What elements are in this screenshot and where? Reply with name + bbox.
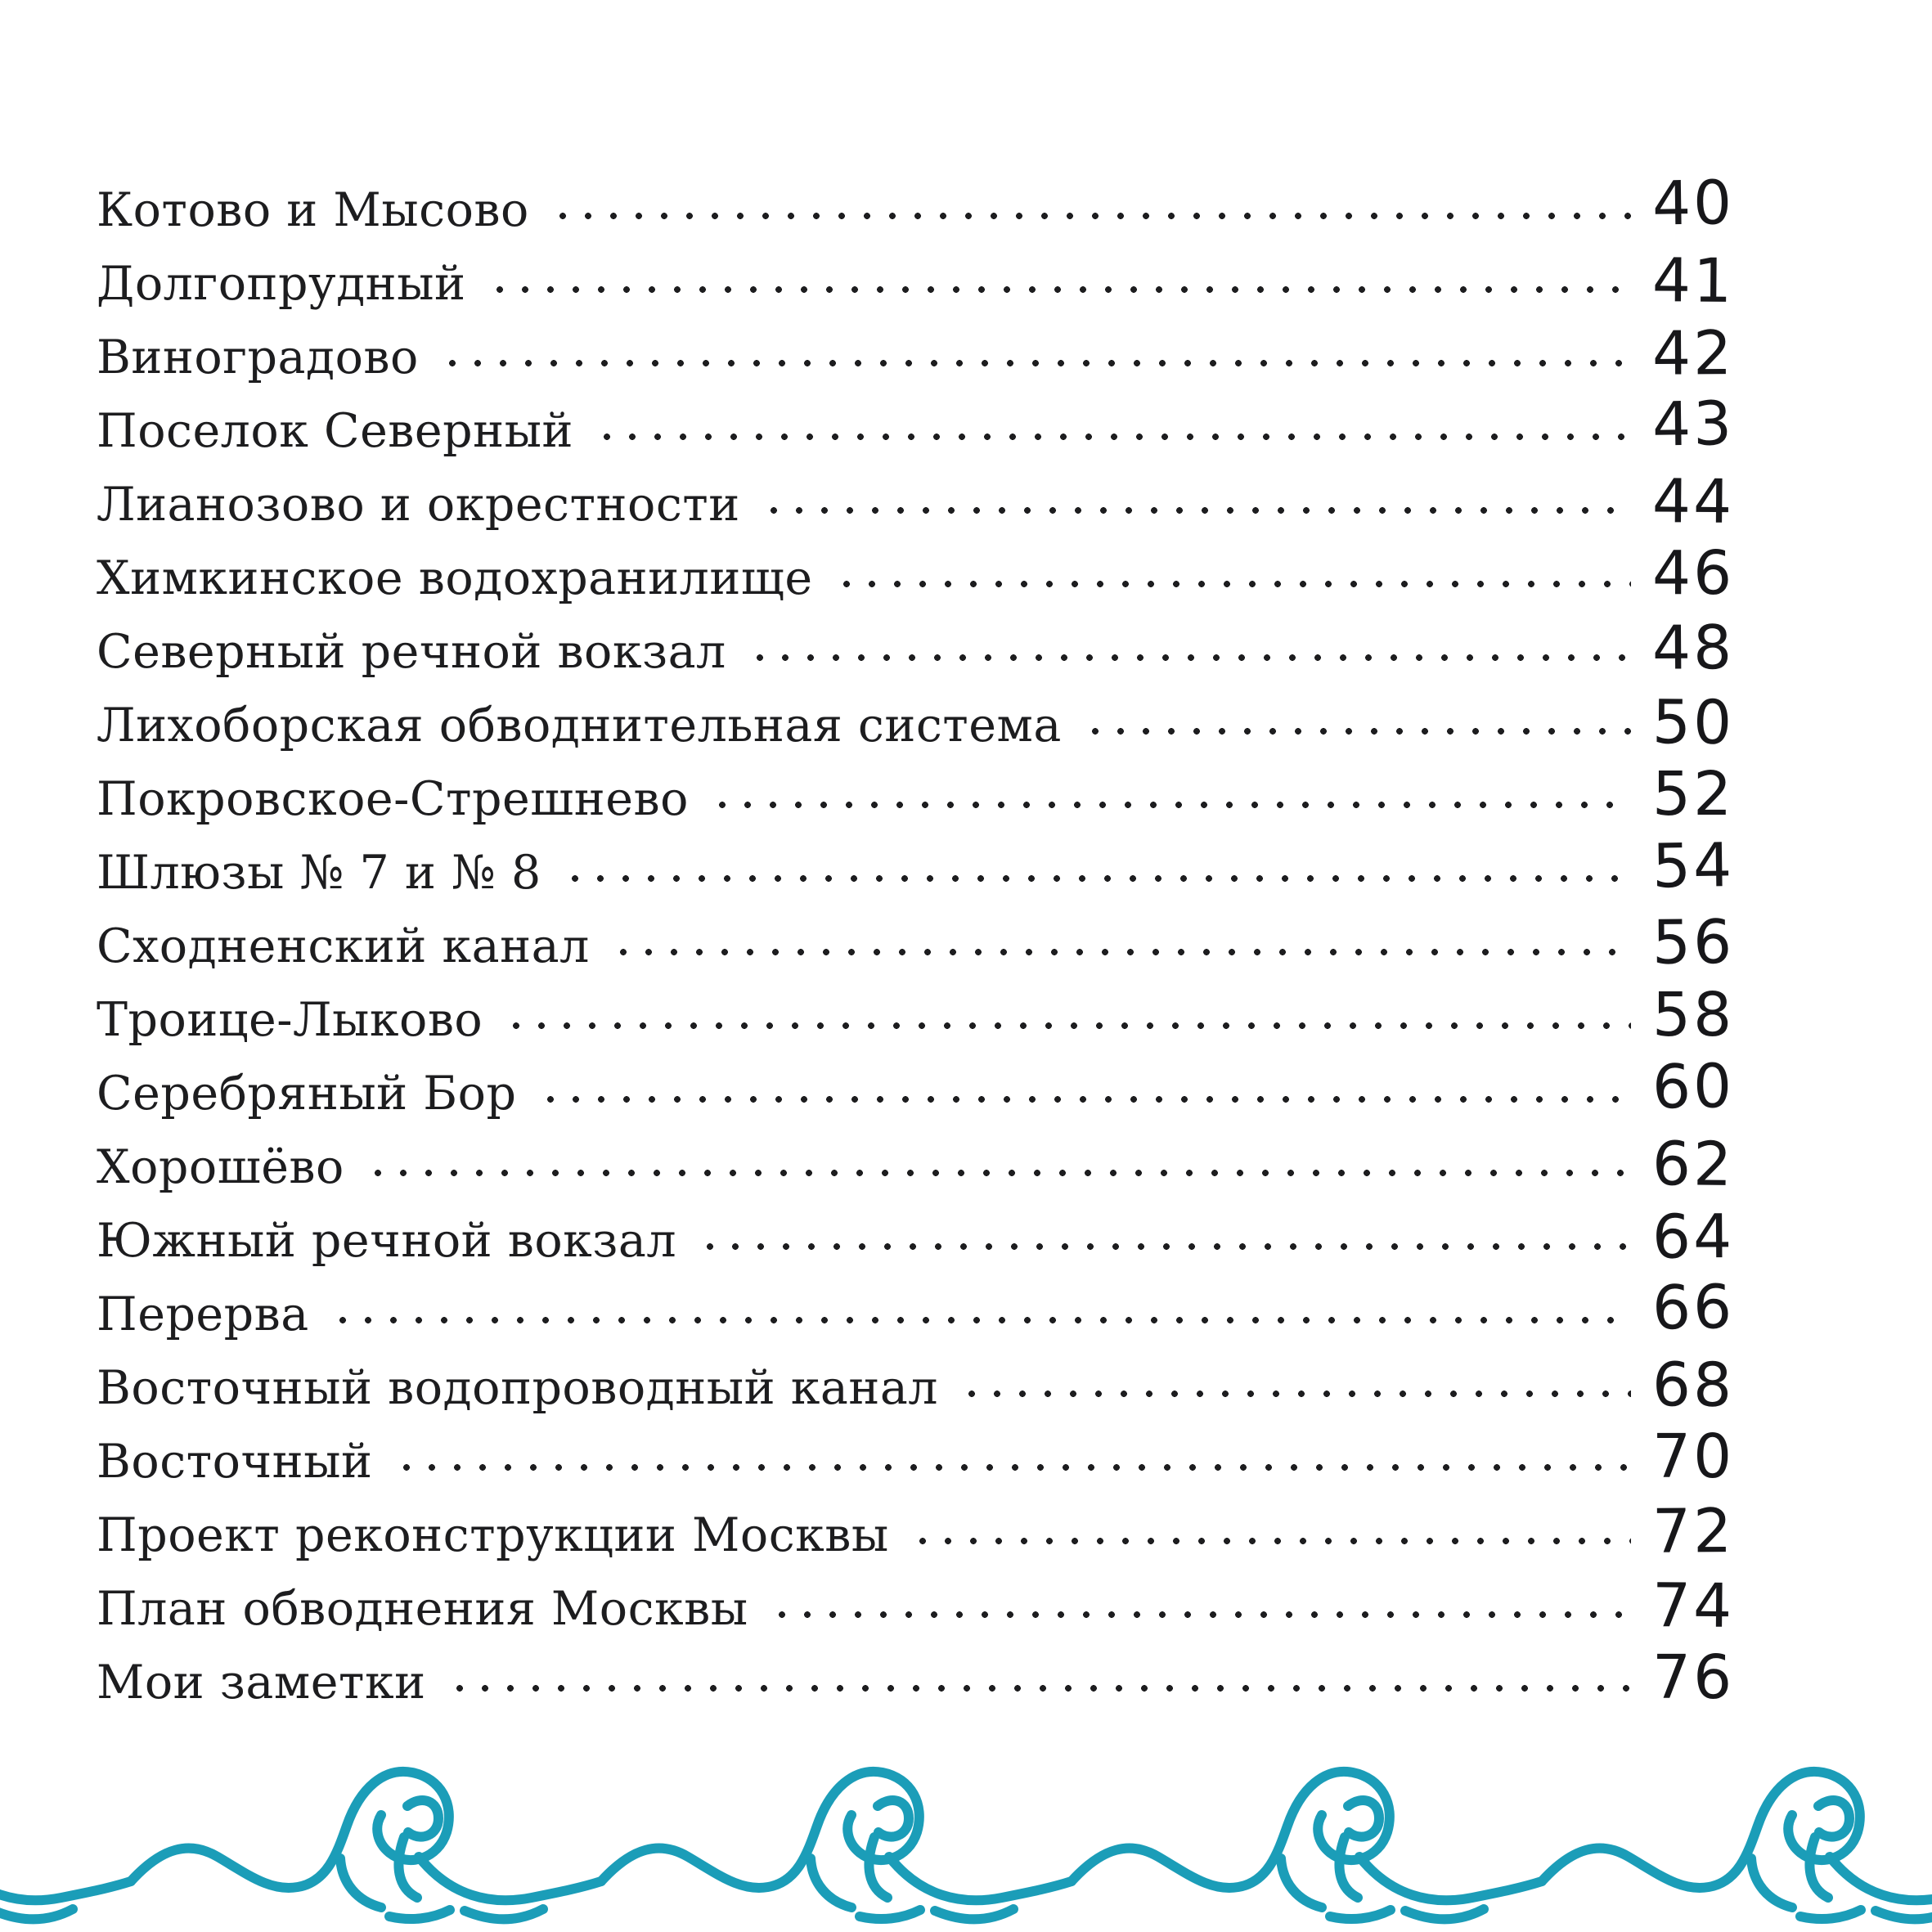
toc-entry-title: Химкинское водохранилище [97, 551, 813, 605]
toc-row [97, 1494, 1826, 1567]
toc-entry-page-number: 72 [1651, 1496, 1735, 1567]
toc-entry-page-number: 76 [1652, 1642, 1735, 1713]
toc-row [97, 168, 1826, 242]
toc-entry-title: План обводнения Москвы [97, 1582, 748, 1636]
table-of-contents [97, 168, 1826, 1714]
toc-row [97, 1420, 1826, 1494]
dotted-leader [1091, 727, 1631, 735]
toc-entry-title: Южный речной вокзал [97, 1214, 677, 1268]
toc-row [97, 242, 1826, 316]
dotted-leader [402, 1463, 1631, 1471]
toc-row [97, 1346, 1826, 1420]
toc-entry-title: Восточный [97, 1435, 373, 1489]
dotted-leader [546, 1095, 1632, 1103]
toc-entry-page-number: 50 [1651, 687, 1735, 758]
toc-entry-page-number: 44 [1651, 466, 1735, 537]
dotted-leader [603, 433, 1631, 441]
dotted-leader [706, 1242, 1631, 1251]
toc-row [97, 684, 1826, 757]
toc-entry-page-number: 56 [1651, 907, 1735, 978]
toc-entry-page-number: 41 [1651, 245, 1735, 317]
toc-entry-title: Лихоборская обводнительная система [97, 699, 1062, 753]
toc-entry-title: Поселок Северный [97, 404, 573, 458]
toc-entry-title: Мои заметки [97, 1656, 426, 1710]
toc-row [97, 316, 1826, 389]
toc-row [97, 610, 1826, 684]
toc-entry-page-number: 66 [1651, 1272, 1735, 1344]
dotted-leader [448, 359, 1631, 367]
wave-border-decoration [0, 1759, 1932, 1932]
toc-entry-page-number: 70 [1652, 1422, 1735, 1492]
dotted-leader [968, 1390, 1631, 1398]
toc-entry-page-number: 58 [1652, 980, 1735, 1050]
toc-row [97, 537, 1826, 610]
dotted-leader [559, 212, 1631, 220]
toc-entry-title: Перерва [97, 1287, 309, 1341]
dotted-leader [374, 1169, 1631, 1177]
toc-entry-page-number: 54 [1651, 830, 1735, 902]
toc-row [97, 1641, 1826, 1714]
dotted-leader [718, 801, 1631, 809]
toc-entry-page-number: 60 [1651, 1051, 1735, 1123]
toc-row [97, 1199, 1826, 1273]
toc-entry-title: Котово и Мысово [97, 183, 529, 237]
toc-entry-title: Восточный водопроводный канал [97, 1361, 939, 1415]
toc-row [97, 1126, 1826, 1199]
toc-entry-title: Серебряный Бор [97, 1067, 517, 1121]
toc-entry-page-number: 74 [1651, 1570, 1735, 1642]
toc-entry-page-number: 46 [1652, 538, 1735, 609]
toc-entry-page-number: 40 [1651, 168, 1735, 240]
dotted-leader [339, 1316, 1631, 1324]
toc-row [97, 978, 1826, 1052]
toc-entry-title: Сходненский канал [97, 919, 590, 973]
dotted-leader [571, 874, 1631, 883]
toc-entry-title: Хорошёво [97, 1140, 344, 1194]
toc-row [97, 389, 1826, 463]
toc-entry-title: Лианозово и окрестности [97, 478, 740, 532]
toc-entry-title: Виноградово [97, 330, 419, 384]
dotted-leader [770, 506, 1631, 514]
toc-entry-page-number: 43 [1651, 389, 1735, 461]
dotted-leader [456, 1684, 1631, 1692]
toc-row [97, 757, 1826, 831]
dotted-leader [842, 580, 1631, 588]
dotted-leader [496, 285, 1631, 294]
toc-entry-page-number: 42 [1651, 318, 1735, 389]
dotted-leader [619, 948, 1631, 956]
toc-row [97, 905, 1826, 978]
toc-entry-page-number: 48 [1651, 613, 1735, 684]
toc-entry-title: Покровское-Стрешнево [97, 772, 689, 826]
toc-entry-page-number: 52 [1652, 759, 1735, 829]
dotted-leader [512, 1022, 1631, 1030]
toc-row [97, 1052, 1826, 1126]
toc-entry-page-number: 68 [1651, 1350, 1735, 1421]
dotted-leader [778, 1611, 1631, 1619]
toc-row [97, 831, 1826, 905]
toc-entry-title: Северный речной вокзал [97, 625, 726, 679]
toc-entry-title: Шлюзы № 7 и № 8 [97, 846, 541, 900]
toc-row [97, 1273, 1826, 1346]
toc-entry-page-number: 64 [1651, 1202, 1735, 1273]
toc-entry-title: Долгопрудный [97, 257, 466, 311]
toc-row [97, 463, 1826, 537]
toc-entry-page-number: 62 [1651, 1129, 1735, 1200]
dotted-leader [919, 1537, 1631, 1545]
dotted-leader [756, 654, 1631, 662]
toc-entry-title: Троице-Лыково [97, 993, 483, 1047]
toc-row [97, 1567, 1826, 1641]
toc-entry-title: Проект реконструкции Москвы [97, 1508, 889, 1562]
